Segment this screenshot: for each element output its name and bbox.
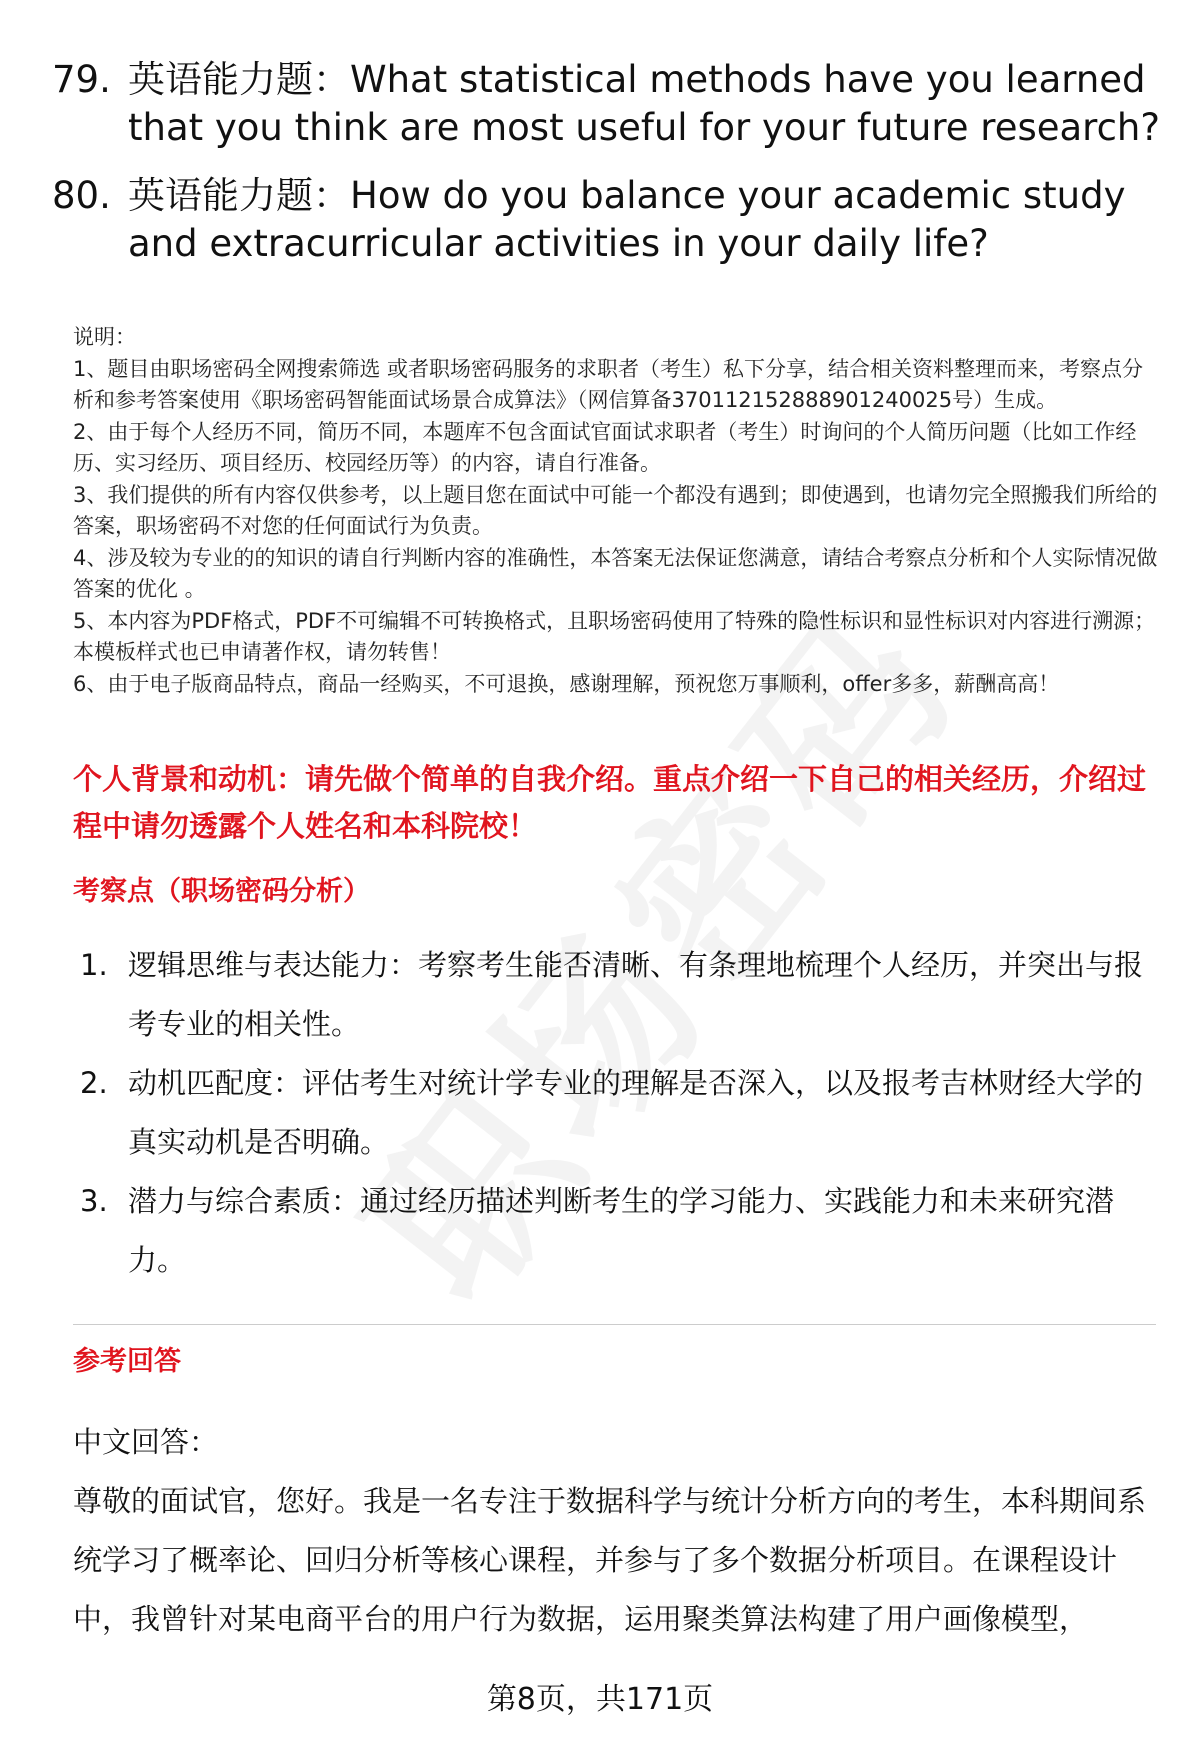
- note-item: 5、本内容为PDF格式，PDF不可编辑不可转换格式，且职场密码使用了特殊的隐性标识和显性标识对内容进行溯源；本模板样式也已申请著作权，请勿转售！: [73, 608, 1156, 664]
- analysis-point: [80, 1172, 1160, 1290]
- point-number: 1.: [80, 948, 108, 982]
- section-divider: [73, 1324, 1156, 1325]
- note-item: 4、涉及较为专业的的知识的请自行判断内容的准确性，本答案无法保证您满意，请结合考察点分析和个人实际情况做答案的优化 。: [73, 545, 1158, 601]
- analysis-point: [80, 936, 1160, 1054]
- note-item: 3、我们提供的所有内容仅供参考，以上题目您在面试中可能一个都没有遇到；即使遇到，也请勿完全照搬我们所给的答案，职场密码不对您的任何面试行为负责。: [73, 482, 1158, 538]
- point-number: 3.: [80, 1184, 108, 1218]
- analysis-point: [80, 1054, 1160, 1172]
- notes-section: [73, 322, 1158, 700]
- point-text: 逻辑思维与表达能力：考察考生能否清晰、有条理地梳理个人经历，并突出与报考专业的相关性。: [128, 948, 1144, 1041]
- question-number: 80.: [52, 174, 111, 217]
- note-item: 6、由于电子版商品特点，商品一经购买，不可退换，感谢理解，预祝您万事顺利，offer多多，薪酬高高！: [73, 671, 1060, 696]
- analysis-points: [80, 936, 1160, 1290]
- question-text: 英语能力题：How do you balance your academic study and extracurricular activities in your daily life?: [128, 174, 1126, 265]
- reference-answer: [73, 1413, 1163, 1649]
- question-number: 79.: [52, 58, 111, 101]
- page-footer: 第8页，共171页: [486, 1682, 714, 1717]
- background-question: 个人背景和动机：请先做个简单的自我介绍。重点介绍一下自己的相关经历，介绍过程中请勿透露个人姓名和本科院校！: [73, 762, 1147, 843]
- notes-title: 说明：: [73, 325, 136, 349]
- note-item: 2、由于每个人经历不同，简历不同，本题库不包含面试官面试求职者（考生）时询问的个人简历问题（比如工作经历、实习经历、项目经历、校园经历等）的内容，请自行准备。: [73, 419, 1137, 475]
- reference-title: 参考回答: [73, 1346, 181, 1377]
- point-text: 动机匹配度：评估考生对统计学专业的理解是否深入，以及报考吉林财经大学的真实动机是否明确。: [128, 1066, 1144, 1159]
- note-item: 1、题目由职场密码全网搜索筛选 或者职场密码服务的求职者（考生）私下分享，结合相关资料整理而来，考察点分析和参考答案使用《职场密码智能面试场景合成算法》（网信算备370112152888901240025号）生成。: [73, 356, 1144, 412]
- analysis-title: 考察点（职场密码分析）: [73, 876, 370, 907]
- point-number: 2.: [80, 1066, 108, 1100]
- question-text: 英语能力题：What statistical methods have you learned that you think are most useful for your future research?: [128, 58, 1161, 149]
- answer-label: 中文回答：: [73, 1425, 219, 1459]
- answer-body: 尊敬的面试官，您好。我是一名专注于数据科学与统计分析方向的考生，本科期间系统学习了概率论、回归分析等核心课程，并参与了多个数据分析项目。在课程设计中，我曾针对某电商平台的用户行为数据，运用聚类算法构建了用户画像模型，: [73, 1484, 1147, 1636]
- point-text: 潜力与综合素质：通过经历描述判断考生的学习能力、实践能力和未来研究潜力。: [128, 1184, 1115, 1277]
